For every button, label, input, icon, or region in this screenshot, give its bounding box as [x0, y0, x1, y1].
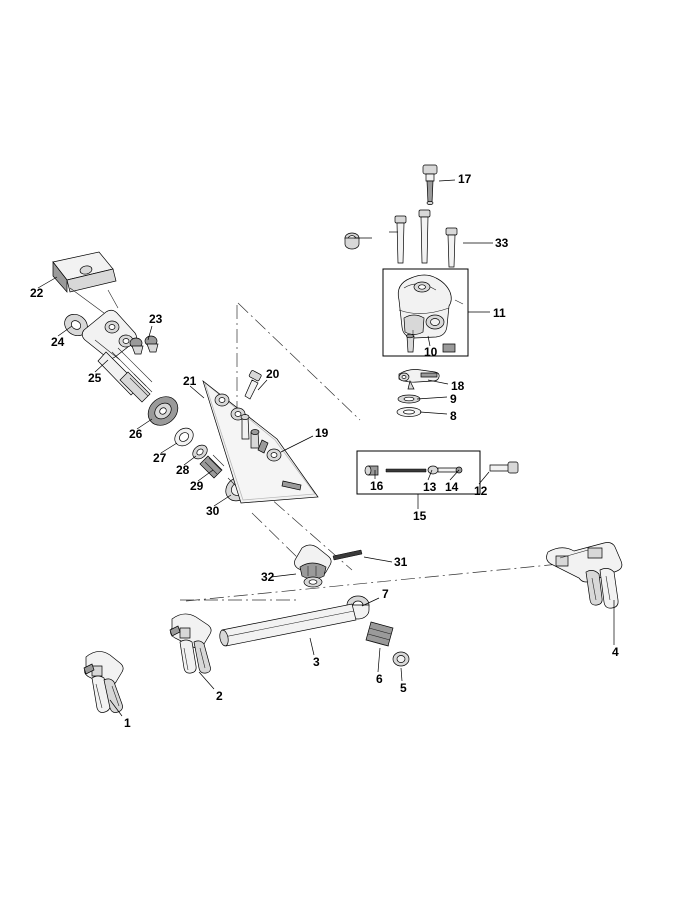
callout-31: 31: [394, 555, 408, 569]
callout-6: 6: [376, 672, 383, 686]
part-6-spring: [366, 622, 393, 646]
part-18-interlock-bracket: [399, 370, 439, 390]
callout-18: 18: [451, 379, 465, 393]
callout-20: 20: [266, 367, 280, 381]
callout-19: 19: [315, 426, 329, 440]
callout-11: 11: [493, 306, 506, 320]
callout-28: 28: [176, 463, 190, 477]
callout-8: 8: [450, 409, 457, 423]
part-8-washer: [397, 408, 421, 417]
part-3-shift-rail: [219, 604, 356, 647]
part-5-plug: [393, 652, 409, 666]
part-20-bolt: [245, 370, 262, 399]
callout-22: 22: [30, 286, 44, 300]
part-31-roll-pin: [333, 550, 362, 560]
callout-1: 1: [124, 716, 131, 730]
part-11-shift-tower-frame: [383, 269, 468, 359]
part-22-switch-block: [53, 252, 118, 316]
callout-30: 30: [206, 504, 220, 518]
callout-15: 15: [413, 509, 427, 523]
callout-16: 16: [370, 479, 384, 493]
callout-26: 26: [129, 427, 143, 441]
callout-32: 32: [261, 570, 275, 584]
callout-17: 17: [458, 172, 472, 186]
callout-2: 2: [216, 689, 223, 703]
callout-7: 7: [382, 587, 389, 601]
part-ring-small-upper: [345, 233, 359, 249]
callout-4: 4: [612, 645, 619, 659]
part-4-shift-fork: [547, 543, 622, 609]
callout-25: 25: [88, 371, 102, 385]
callout-13: 13: [423, 480, 437, 494]
callout-10: 10: [424, 345, 438, 359]
callout-14: 14: [445, 480, 459, 494]
callout-23: 23: [149, 312, 163, 326]
part-23-bolts: [130, 336, 158, 354]
callout-33: 33: [495, 236, 509, 250]
callout-3: 3: [313, 655, 320, 669]
part-26-gear: [142, 391, 183, 431]
part-16-plug: [365, 466, 378, 475]
part-12-bolt: [490, 462, 518, 473]
part-1-shift-fork: [84, 651, 123, 712]
part-27-snap-ring: [171, 424, 197, 449]
callout-9: 9: [450, 392, 457, 406]
callout-12: 12: [474, 484, 488, 498]
part-10-pin: [407, 334, 415, 352]
callout-5: 5: [400, 681, 407, 695]
part-33-bolts: [395, 210, 457, 267]
part-17-bolt: [423, 165, 437, 205]
callout-27: 27: [153, 451, 167, 465]
part-9-washer: [398, 395, 420, 403]
callout-leader-lines: [38, 180, 614, 716]
part-25-shift-shaft-lever: [82, 310, 136, 360]
callout-24: 24: [51, 335, 65, 349]
callout-29: 29: [190, 479, 204, 493]
part-13-spring-pin: [386, 469, 426, 472]
shift-shaft-assembly: [98, 348, 152, 402]
part-29-spring: [200, 455, 224, 478]
part-32-selector-finger: [295, 545, 332, 587]
callout-21: 21: [183, 374, 197, 388]
part-2-shift-fork: [170, 614, 211, 673]
